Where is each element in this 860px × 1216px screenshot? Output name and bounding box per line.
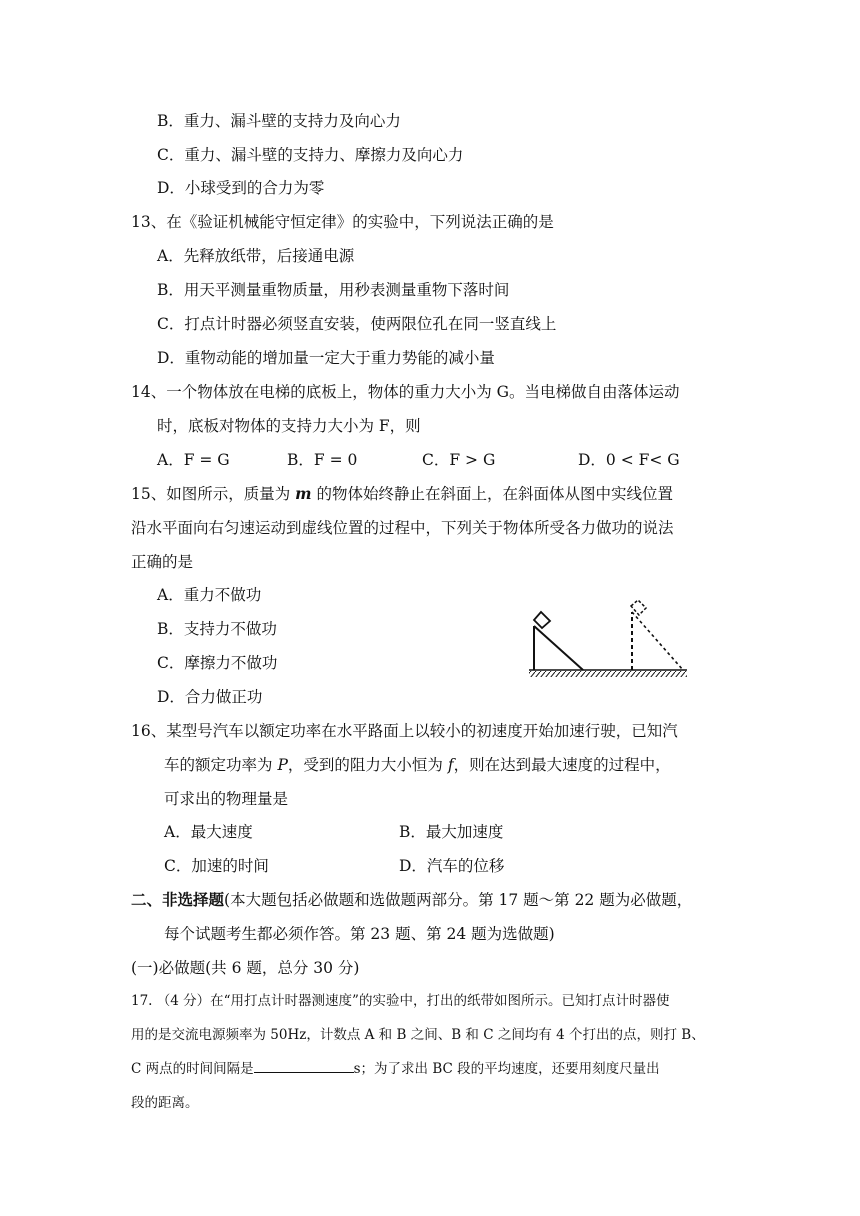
q12-option-c: C．重力、漏斗壁的支持力、摩擦力及向心力 <box>157 146 464 164</box>
q13-option-d: D．重物动能的增加量一定大于重力势能的减小量 <box>157 349 495 367</box>
q16-option-b: B．最大加速度 <box>399 823 504 841</box>
section2-header <box>131 889 692 911</box>
incline-solid-slope <box>534 626 583 670</box>
q16-resistance-var: f <box>447 756 454 774</box>
q16-power-var: P <box>277 756 288 774</box>
q17-line2: 用的是交流电源频率为 50Hz，计数点 A 和 B 之间、B 和 C 之间均有 4 个打出的点，则打 B、 <box>131 1027 705 1043</box>
q17-line4: 段的距离。 <box>131 1095 199 1111</box>
section2-desc2: 每个试题考生都必须作答。第 23 题、第 24 题为选做题) <box>164 925 555 943</box>
section2-desc1: (本大题包括必做题和选做题两部分。第 17 题～第 22 题为必做题， <box>224 891 693 909</box>
section2-title: 二、非选择题 <box>131 890 225 909</box>
q14-stem-line1: 14、一个物体放在电梯的底板上，物体的重力大小为 G。当电梯做自由落体运动 <box>131 383 680 401</box>
q16-stem-line1: 16、某型号汽车以额定功率在水平路面上以较小的初速度开始加速行驶，已知汽 <box>131 722 678 740</box>
q15-stem-line3: 正确的是 <box>131 553 194 571</box>
q16-option-a: A．最大速度 <box>164 823 253 841</box>
q15-stem-line1 <box>131 483 673 505</box>
ground-hatch <box>529 671 687 677</box>
q12-option-b: B．重力、漏斗壁的支持力及向心力 <box>157 112 401 130</box>
q13-option-c: C．打点计时器必须竖直安装，使两限位孔在同一竖直线上 <box>157 315 557 333</box>
q14-option-b: B．F = 0 <box>287 451 358 469</box>
q17-line3 <box>131 1058 660 1080</box>
q13-stem: 13、在《验证机械能守恒定律》的实验中，下列说法正确的是 <box>131 213 554 231</box>
q17-line3-b: s；为了求出 BC 段的平均速度，还要用刻度尺量出 <box>353 1061 660 1077</box>
q16-stem2-c: ，则在达到最大速度的过程中， <box>453 756 671 774</box>
block-solid <box>534 612 550 628</box>
q16-stem-line3: 可求出的物理量是 <box>164 790 289 808</box>
q17-answer-blank[interactable] <box>254 1058 354 1073</box>
q16-stem2-a: 车的额定功率为 <box>164 756 278 774</box>
q14-option-a: A．F = G <box>157 451 230 469</box>
q17-line3-a: C 两点的时间间隔是 <box>131 1061 254 1077</box>
q13-option-b: B．用天平测量重物质量，用秒表测量重物下落时间 <box>157 281 510 299</box>
q15-option-d: D．合力做正功 <box>157 688 263 706</box>
q15-mass-var: m <box>295 484 312 503</box>
q15-stem-line2: 沿水平面向右匀速运动到虚线位置的过程中，下列关于物体所受各力做功的说法 <box>131 519 674 537</box>
q12-option-d: D．小球受到的合力为零 <box>157 179 325 197</box>
q16-option-d: D．汽车的位移 <box>399 857 505 875</box>
q15-incline-figure <box>525 600 695 690</box>
q15-option-c: C．摩擦力不做功 <box>157 654 278 672</box>
incline-dashed-slope <box>632 612 683 670</box>
section2-sub: (一)必做题(共 6 题，总分 30 分) <box>131 959 360 977</box>
q13-option-a: A．先释放纸带，后接通电源 <box>157 247 355 265</box>
q16-stem2-b: ，受到的阻力大小恒为 <box>287 756 448 774</box>
q14-option-d: D．0 < F< G <box>578 451 680 469</box>
q16-option-c: C．加速的时间 <box>164 857 269 875</box>
q15-stem-pre: 15、如图所示，质量为 <box>131 485 296 503</box>
q14-stem-line2: 时，底板对物体的支持力大小为 F，则 <box>157 417 421 435</box>
q17-line1: 17. （4 分）在“用打点计时器测速度”的实验中，打出的纸带如图所示。已知打点计时器使 <box>131 993 670 1009</box>
q15-option-b: B．支持力不做功 <box>157 620 277 638</box>
q15-option-a: A．重力不做功 <box>157 586 262 604</box>
q16-stem-line2 <box>164 754 671 776</box>
q14-option-c: C．F > G <box>422 451 496 469</box>
q15-stem-post: 的物体始终静止在斜面上，在斜面体从图中实线位置 <box>311 485 673 503</box>
